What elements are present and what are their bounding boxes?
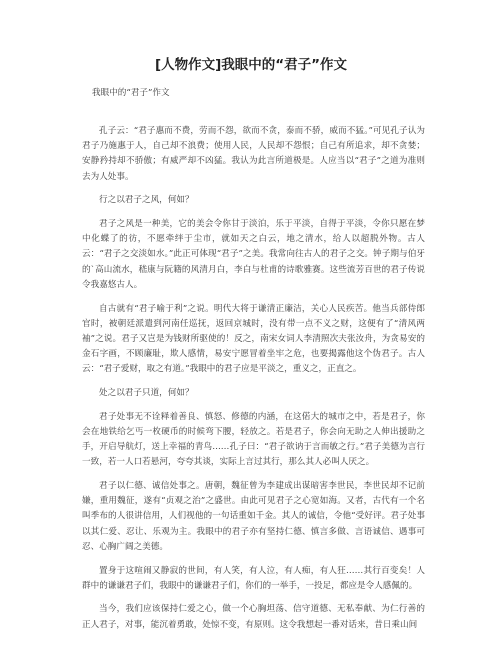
body-paragraph: 君子之风是一种美，它的美会令你甘于淡泊，乐于平淡，自得于平淡，令你只愿在梦中化蝶了的彷，不愿牵绊于尘市，就如天之白云，地之清水，给人以超脱外物。古人云：“君子之交淡如水。”此正可体现“君子”之美。我常向往古人的君子之交。钟子期与伯牙的`高山流水，嵇康与阮籍的风清月白，李白与杜甫的诗歌雅赛。这些流芳百世的君子传说令我嘉悠古人。 (82, 219, 425, 290)
body-paragraph: 当今，我们应该保持仁爱之心，做一个心胸坦荡、信守道德、无私奉献、为仁行善的正人君子，对事，能沉着勇敢，处惊不变，有原则。这令我想起一番对话来，昔日乘山间 (82, 604, 425, 630)
document-subtitle: 我眼中的“君子”作文 (92, 88, 170, 98)
body-paragraph: 君子以仁德、诚信处事之。唐朝，魏征曾为李建成出谋暗害李世民，李世民却不记前嫌，重用魏征，遂有“贞观之治”之盛世。由此可见君子之心宽如海。又者，古代有一个名叫季布的人很讲信用，人们视他的一句话重如千金。其人的诚信，令他“受好评。君子处事以其仁爱、忍让、乐观为主。我眼中的君子亦有坚持仁德、慎言多做、言语诚信、遇事可忍、心胸广阔之美德。 (82, 481, 425, 552)
body-paragraph: 置身于这喧闹又静寂的世间，有人笑，有人泣，有人痴，有人狂……其行百变矣！人群中的谦谦君子们，我眼中的谦谦君子们，你们的一举手，一投足，都应是令人感佩的。 (82, 565, 425, 591)
body-paragraph: 处之以君子只道，何如？ (99, 388, 194, 399)
body-paragraph: 自古就有“君子喻于利”之说。明代大将于谦清正廉洁，关心人民疾苦。他当兵部侍郎官时，被朝廷派遣到河南任巡抚，返回京城时，没有带一点不义之财，这便有了“清风两袖”之说。君子又岂是为钱财所驱使的！反之，南宋女词人李清照次夫张汝舟，为贪易安的金石字画，不顾廉耻，欺人感情，易安宁愿冒着坐牢之危，也要揭露他这个伪君子。古人云：“君子爱财，取之有道。”我眼中的君子应是平淡之，重义之，正直之。 (82, 303, 425, 375)
body-paragraph: 君子处事无不诠释着善良、慎怒、修德的内涵，在这偌大的城市之中，若是君子，你会在地铁给乞丐一枚硬币的时候弯下腰，轻放之。若是君子，你会向无助之人伸出援助之手，开启导航灯，送上幸福的青鸟……孔子曰：“君子欲讷于言而敏之行。”君子美德为言行一致，若一人口若悬河，夸夸其谈，实际上言过其行，那么其人必叫人厌之。 (82, 411, 425, 468)
document-title: [人物作文]我眼中的“君子”作文 (154, 57, 348, 73)
document-body (82, 124, 425, 641)
body-paragraph: 孔子云：“君子惠而不费，劳而不怨，欲而不贪，泰而不骄，威而不猛。”可见孔子认为君子乃施惠于人，自己却不浪费；使用人民，人民却不怨恨；自己有所追求，却不贪婪；安静矜持却不骄傲；有威严却不凶猛。我认为此言所道极是。人应当以“君子”之道为准则去为人处事。 (82, 126, 425, 182)
body-paragraph: 行之以君子之风，何如？ (99, 195, 194, 206)
